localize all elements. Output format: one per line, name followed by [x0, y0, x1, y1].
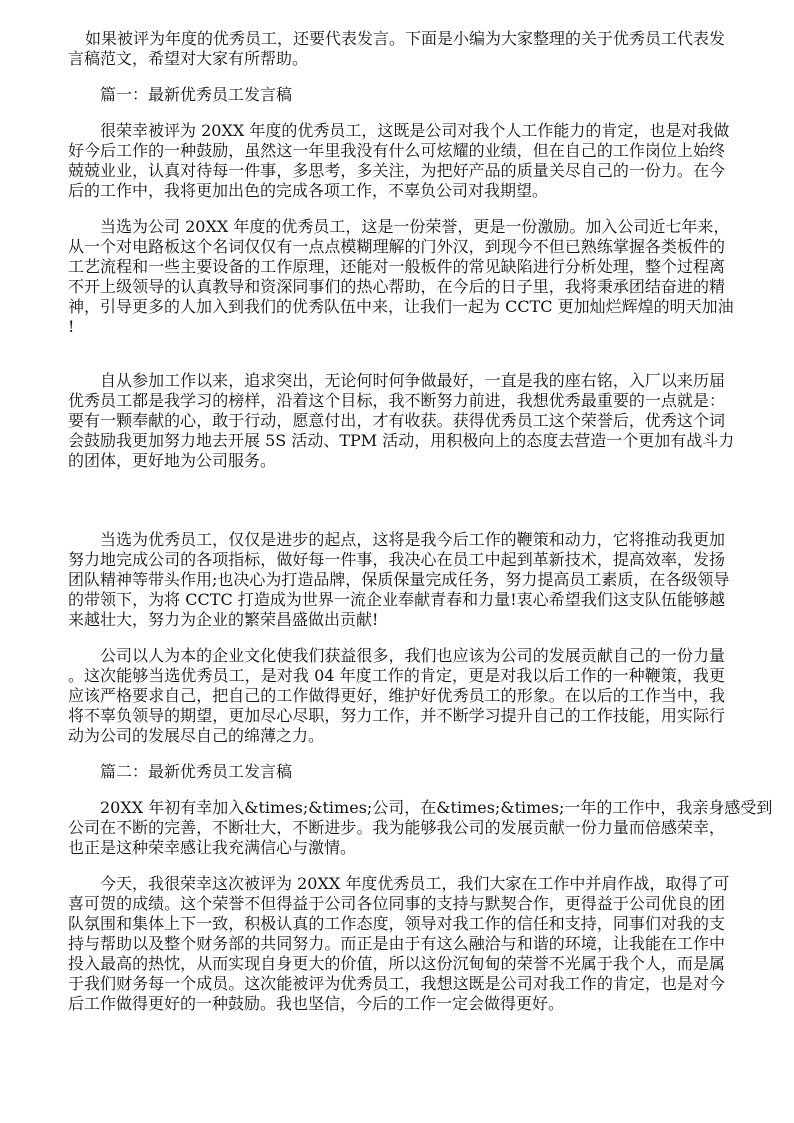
text-line: 队氛围和集体上下一致，积极认真的工作态度，领导对我工作的信任和支持，同事们对我的支: [68, 914, 725, 933]
section-heading-2: [68, 762, 725, 782]
text-line: 今天，我很荣幸这次被评为 20XX 年度优秀员工，我们大家在工作中并肩作战，取得了可: [100, 874, 730, 893]
paragraph-5: [68, 646, 725, 746]
text-line: 团队精神等带头作用;也决心为打造品牌，保质保量完成任务，努力提高员工素质，在各级领导: [68, 570, 730, 589]
text-line: 。这次能够当选优秀员工，是对我 04 年度工作的肯定，更是对我以后工作的一种鞭策，我更: [68, 666, 725, 685]
text-line: 于我们财务每一个成员。这次能被评为优秀员工，我想这既是公司对我工作的肯定，也是对今: [68, 974, 725, 993]
paragraph-1: [68, 121, 730, 201]
text-line: 篇一：最新优秀员工发言稿: [100, 85, 293, 104]
text-line: 20XX 年初有幸加入&times;&times;公司，在&times;&times;一年的工作中，我亲身感受到: [100, 798, 773, 817]
text-line: 优秀员工都是我学习的榜样，沿着这个目标，我不断努力前进，我想优秀最重要的一点就是：: [68, 391, 725, 410]
paragraph-3: [68, 371, 735, 471]
text-line: 公司在不断的完善，不断壮大，不断进步。我为能够我公司的发展贡献一份力量而倍感荣幸，: [68, 818, 725, 837]
text-line: 好今后工作的一种鼓励，虽然这一年里我没有什么可炫耀的业绩，但在自己的工作岗位上始终: [68, 141, 725, 160]
paragraph-2: [68, 217, 734, 337]
paragraph-6: [68, 798, 773, 858]
text-line: 言稿范文，希望对大家有所帮助。: [68, 49, 309, 68]
text-line: 当选为优秀员工，仅仅是进步的起点，这将是我今后工作的鞭策和动力，它将推动我更加: [100, 530, 725, 549]
text-line: 持与帮助以及整个财务部的共同努力。而正是由于有这么融洽与和谐的环境，让我能在工作中: [68, 934, 725, 953]
text-line: 自从参加工作以来，追求突出，无论何时何争做最好，一直是我的座右铭，入厂以来历届: [100, 371, 725, 390]
text-line: 来越壮大，努力为企业的繁荣昌盛做出贡献!: [68, 610, 379, 629]
text-line: 努力地完成公司的各项指标，做好每一件事，我决心在员工中起到革新技术，提高效率，发扬: [68, 550, 725, 569]
text-line: 的团体，更好地为公司服务。: [68, 451, 277, 470]
text-line: 如果被评为年度的优秀员工，还要代表发言。下面是小编为大家整理的关于优秀员工代表发: [85, 29, 726, 48]
text-line: 神，引导更多的人加入到我们的优秀队伍中来，让我们一起为 CCTC 更加灿烂辉煌的明天加油: [68, 297, 734, 316]
text-line: 从一个对电路板这个名词仅仅有一点点模糊理解的门外汉，到现今不但已熟练掌握各类板件的: [68, 237, 725, 256]
text-line: 也正是这种荣幸感让我充满信心与激情。: [68, 838, 357, 857]
section-heading-1: [68, 85, 725, 105]
text-line: 篇二：最新优秀员工发言稿: [100, 762, 293, 781]
text-line: 当选为公司 20XX 年度的优秀员工，这是一份荣誉，更是一份激励。加入公司近七年来，: [100, 217, 730, 236]
text-line: 投入最高的热忱，从而实现自身更大的价值，所以这份沉甸甸的荣誉不光属于我个人，而是属: [68, 954, 725, 973]
text-line: 不开上级领导的认真教导和资深同事们的热心帮助，在今后的日子里，我将秉承团结奋进的精: [68, 277, 725, 296]
text-line: 工艺流程和一些主要设备的工作原理，还能对一般板件的常见缺陷进行分析处理，整个过程离: [68, 257, 725, 276]
text-line: 喜可贺的成绩。这个荣誉不但得益于公司各位同事的支持与默契合作，更得益于公司优良的团: [68, 894, 725, 913]
intro-paragraph: [68, 29, 725, 69]
text-line: 后的工作中，我将更加出色的完成各项工作，不辜负公司对我期望。: [68, 181, 549, 200]
paragraph-4: [68, 530, 730, 630]
text-line: 动为公司的发展尽自己的绵薄之力。: [68, 726, 325, 745]
text-line: 公司以人为本的企业文化使我们获益很多，我们也应该为公司的发展贡献自己的一份力量: [100, 646, 725, 665]
text-line: 会鼓励我更加努力地去开展 5S 活动、TPM 活动，用积极向上的态度去营造一个更加有战斗力: [68, 431, 735, 450]
text-line: !: [68, 317, 75, 336]
paragraph-7: [68, 874, 730, 1014]
text-line: 兢兢业业，认真对待每一件事，多思考，多关注，为把好产品的质量关尽自己的一份力。在今: [68, 161, 725, 180]
text-line: 的带领下，为将 CCTC 打造成为世界一流企业奉献青春和力量!衷心希望我们这支队伍能够越: [68, 590, 725, 609]
text-line: 将不辜负领导的期望，更加尽心尽职，努力工作，并不断学习提升自己的工作技能，用实际行: [68, 706, 725, 725]
text-line: 后工作做得更好的一种鼓励。我也坚信，今后的工作一定会做得更好。: [68, 994, 565, 1013]
text-line: 要有一颗奉献的心，敢于行动，愿意付出，才有收获。获得优秀员工这个荣誉后，优秀这个词: [68, 411, 725, 430]
text-line: 应该严格要求自己，把自己的工作做得更好，维护好优秀员工的形象。在以后的工作当中，我: [68, 686, 725, 705]
text-line: 很荣幸被评为 20XX 年度的优秀员工，这既是公司对我个人工作能力的肯定，也是对我做: [100, 121, 730, 140]
